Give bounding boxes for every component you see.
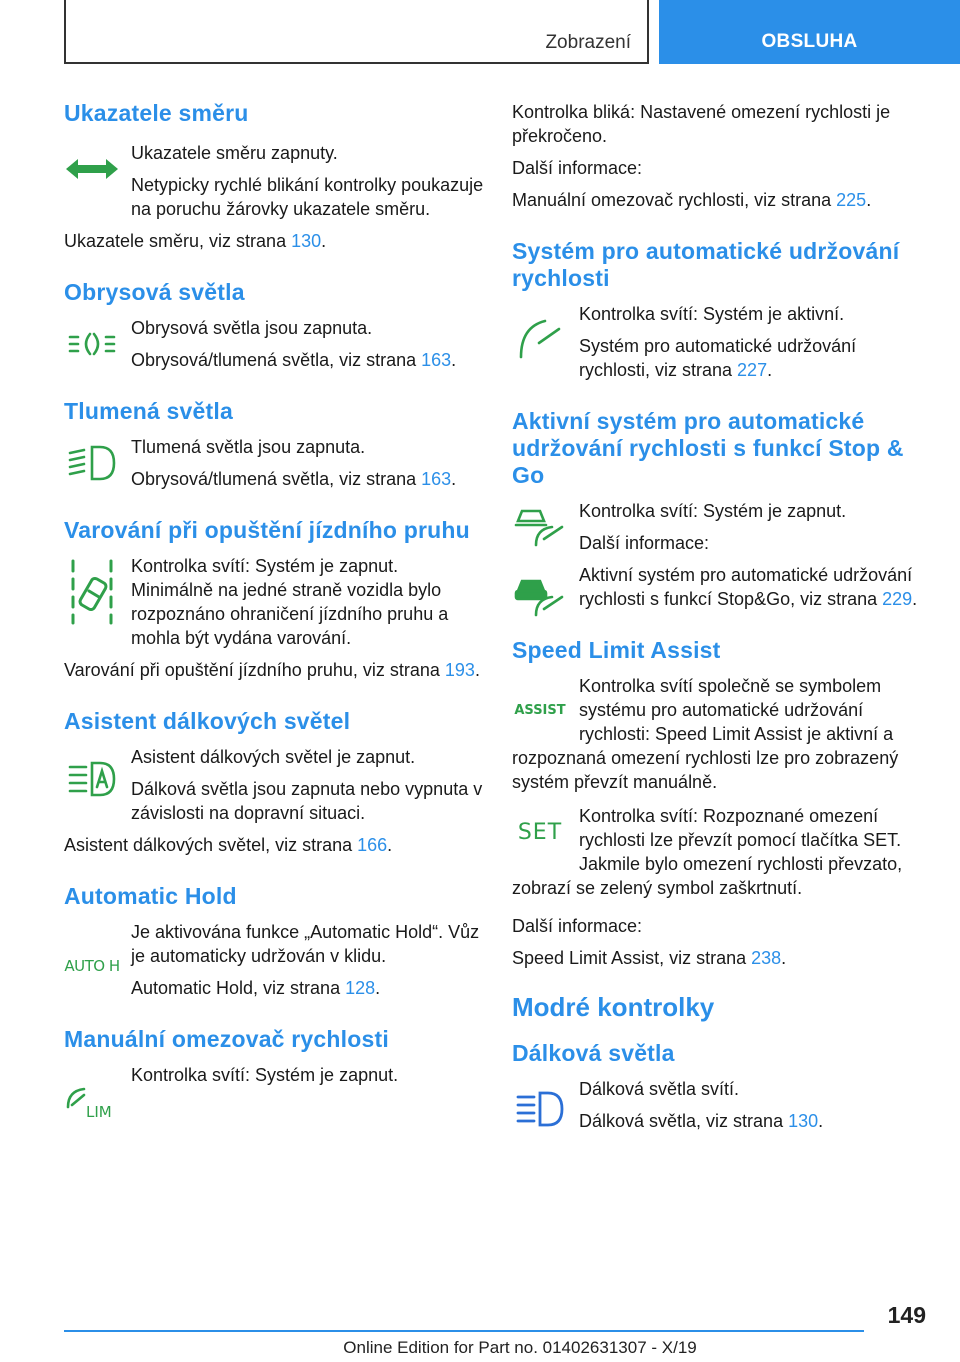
auto-hold-icon: AUTO H <box>64 957 120 975</box>
page-link[interactable]: 128 <box>345 978 376 998</box>
group-title: Modré kontrolky <box>512 992 715 1022</box>
page-link[interactable]: 193 <box>444 660 475 680</box>
reference: Ukazatele směru, viz strana 130. <box>64 231 327 251</box>
indicator-text: Ukazatele směru zapnuty. <box>131 143 338 163</box>
section-title: Asistent dálkových světel <box>64 708 351 734</box>
indicator-entry <box>512 302 932 382</box>
indicator-text: Kontrolka svítí: Systém je zapnut. Minimálně na jedné straně vozidla bylo rozpoznáno ohraničení jízdního pruhu a mohla být vydána varování. <box>131 556 449 648</box>
section-limiter-continued <box>512 100 932 212</box>
indicator-text: Kontrolka svítí společně se symbolem systému pro automatické udržování rychlosti: Speed Limit Assist je aktivní a rozpoznaná omezení rychlosti lze pro zobrazený systém převzít manuálně. <box>512 676 899 792</box>
indicator-entry <box>512 499 932 555</box>
header-chapter: Zobrazení <box>545 32 631 53</box>
indicator-text: Kontrolka bliká: Nastavené omezení rychlosti je překročeno. <box>512 102 891 146</box>
section-blue-indicators <box>512 992 932 1133</box>
page-link[interactable]: 238 <box>751 948 782 968</box>
section-title: Speed Limit Assist <box>512 637 721 663</box>
section-title: Ukazatele směru <box>64 100 249 126</box>
svg-text:LIM: LIM <box>86 1103 112 1121</box>
speed-limiter-icon <box>64 1073 120 1129</box>
reference: Asistent dálkových světel, viz strana 166. <box>64 835 393 855</box>
section-title: Automatic Hold <box>64 883 237 909</box>
indicator-entry <box>512 563 932 611</box>
reference: Automatic Hold, viz strana 128. <box>131 978 381 998</box>
section-turn-signals <box>64 100 484 253</box>
more-info-label: Další informace: <box>512 916 643 936</box>
acc-filled-icon <box>512 569 568 625</box>
indicator-entry <box>64 435 484 491</box>
reference: Systém pro automatické udržování rychlosti, viz strana 227. <box>579 336 857 380</box>
section-low-beam <box>64 398 484 491</box>
page-link[interactable]: 130 <box>291 231 322 251</box>
section-title: Obrysová světla <box>64 279 245 305</box>
indicator-entry <box>64 1063 484 1121</box>
indicator-text: Kontrolka svítí: Systém je aktivní. <box>579 304 845 324</box>
section-title: Systém pro automatické udržování rychlosti <box>512 238 900 291</box>
indicator-text: Obrysová světla jsou zapnuta. <box>131 318 373 338</box>
reference: Aktivní systém pro automatické udržování rychlosti s funkcí Stop&Go, viz strana 229. <box>579 565 918 609</box>
indicator-entry <box>64 316 484 372</box>
section-title: Manuální omezovač rychlosti <box>64 1026 389 1052</box>
reference: Varování při opuštění jízdního pruhu, viz strana 193. <box>64 660 480 680</box>
more-info-label: Další informace: <box>579 533 710 553</box>
set-icon: SET <box>517 819 563 845</box>
indicator-entry <box>512 1077 932 1133</box>
section-title: Aktivní systém pro automatické udržování rychlosti s funkcí Stop & Go <box>512 408 904 488</box>
section-title: Dálková světla <box>512 1040 675 1066</box>
footer-edition: Online Edition for Part no. 01402631307 - X/19 <box>343 1338 697 1357</box>
header-chapter-box <box>64 0 649 64</box>
assist-icon: ASSIST <box>514 702 566 718</box>
header-section: OBSLUHA <box>761 31 858 52</box>
left-column <box>64 100 484 1121</box>
high-beam-icon <box>512 1081 568 1137</box>
page-link[interactable]: 229 <box>882 589 913 609</box>
high-beam-assist-icon <box>64 751 120 807</box>
section-auto-hold <box>64 883 484 1000</box>
section-lane-departure <box>64 517 484 682</box>
parking-lights-icon <box>64 316 120 372</box>
indicator-text: Netypicky rychlé blikání kontrolky poukazuje na poruchu žárovky ukazatele směru. <box>131 175 484 219</box>
section-parking-lights <box>64 279 484 372</box>
reference: Manuální omezovač rychlosti, viz strana 225. <box>512 190 872 210</box>
section-high-beam-assist <box>64 708 484 857</box>
reference: Speed Limit Assist, viz strana 238. <box>512 948 787 968</box>
indicator-entry <box>64 554 484 650</box>
indicator-entry <box>512 804 932 900</box>
page-link[interactable]: 166 <box>357 835 388 855</box>
indicator-text: Dálková světla jsou zapnuta nebo vypnuta v závislosti na dopravní situaci. <box>131 779 483 823</box>
reference: Dálková světla, viz strana 130. <box>579 1111 824 1131</box>
footer-rule <box>64 1330 864 1332</box>
header-section-tab <box>659 0 960 64</box>
indicator-text: Asistent dálkových světel je zapnut. <box>131 747 416 767</box>
page-link[interactable]: 130 <box>788 1111 819 1131</box>
page-link[interactable]: 163 <box>421 350 452 370</box>
reference: Obrysová/tlumená světla, viz strana 163. <box>131 469 457 489</box>
lane-departure-icon <box>64 554 120 630</box>
page-link[interactable]: 225 <box>836 190 867 210</box>
section-title: Varování při opuštění jízdního pruhu <box>64 517 470 543</box>
indicator-text: Dálková světla svítí. <box>579 1079 740 1099</box>
section-speed-limit-assist <box>512 637 932 970</box>
acc-outline-icon <box>512 499 568 555</box>
indicator-text: Kontrolka svítí: Rozpoznané omezení rychlosti lze převzít pomocí tlačítka SET. Jakmile bylo omezení rychlosti převzato, zobrazí se zelený symbol zaškrtnutí. <box>512 806 903 898</box>
section-acc-stop-go <box>512 408 932 611</box>
low-beam-icon <box>64 435 120 491</box>
indicator-text: Kontrolka svítí: Systém je zapnut. <box>131 1065 399 1085</box>
indicator-text: Je aktivována funkce „Automatic Hold“. Vůz je automaticky udržován v klidu. <box>131 922 480 966</box>
turn-signal-arrows-icon <box>64 141 120 197</box>
section-title: Tlumená světla <box>64 398 233 424</box>
right-column <box>512 100 932 1141</box>
page-link[interactable]: 163 <box>421 469 452 489</box>
page-number: 149 <box>887 1302 926 1328</box>
section-cruise-control <box>512 238 932 382</box>
indicator-text: Kontrolka svítí: Systém je zapnut. <box>579 501 847 521</box>
more-info-label: Další informace: <box>512 158 643 178</box>
section-speed-limiter <box>64 1026 484 1121</box>
cruise-control-icon <box>512 310 568 366</box>
indicator-entry <box>64 141 484 221</box>
indicator-entry <box>64 745 484 825</box>
indicator-text: Tlumená světla jsou zapnuta. <box>131 437 366 457</box>
indicator-entry <box>512 674 932 794</box>
reference: Obrysová/tlumená světla, viz strana 163. <box>131 350 457 370</box>
page-link[interactable]: 227 <box>737 360 768 380</box>
indicator-entry <box>64 920 484 1000</box>
